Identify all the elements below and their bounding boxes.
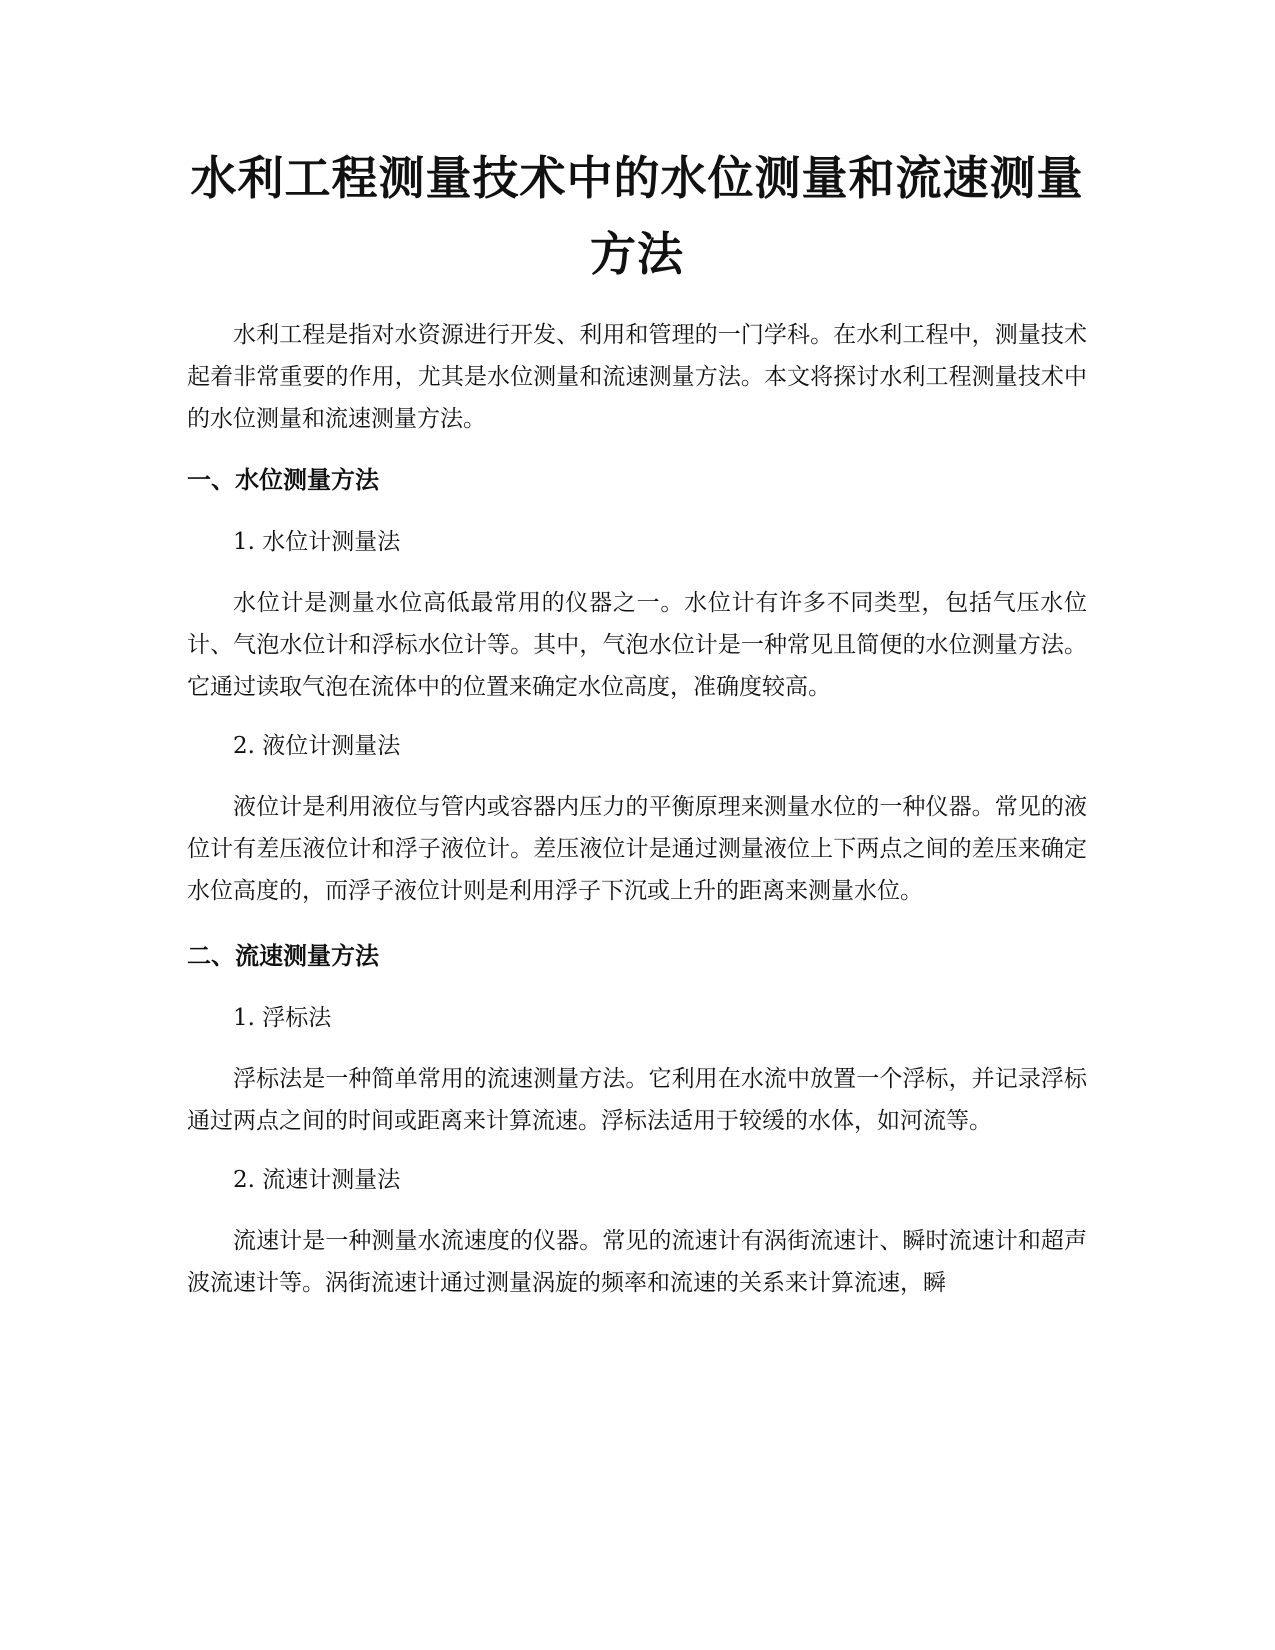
document-page [187,140,1087,1304]
section-heading-water-level: 一、水位测量方法 [187,466,379,494]
subsection-heading-gauge: 1. 水位计测量法 [233,529,401,555]
subsection-heading-flowmeter: 2. 流速计测量法 [233,1167,401,1193]
section-heading-flow-velocity: 二、流速测量方法 [187,942,379,970]
document-title: 水利工程测量技术中的水位测量和流速测量方法 [190,151,1084,281]
subsection-heading-liquid-level: 2. 液位计测量法 [233,733,401,759]
paragraph-liquid-level: 液位计是利用液位与管内或容器内压力的平衡原理来测量水位的一种仪器。常见的液位计有差压液位计和浮子液位计。差压液位计是通过测量液位上下两点之间的差压来确定水位高度的，而浮子液位计则是利用浮子下沉或上升的距离来测量水位。 [187,794,1087,904]
paragraph-flowmeter: 流速计是一种测量水流速度的仪器。常见的流速计有涡街流速计、瞬时流速计和超声波流速计等。涡街流速计通过测量涡旋的频率和流速的关系来计算流速，瞬 [187,1228,1087,1296]
subsection-heading-float: 1. 浮标法 [233,1005,332,1031]
paragraph-float: 浮标法是一种简单常用的流速测量方法。它利用在水流中放置一个浮标，并记录浮标通过两点之间的时间或距离来计算流速。浮标法适用于较缓的水体，如河流等。 [187,1066,1087,1134]
intro-paragraph: 水利工程是指对水资源进行开发、利用和管理的一门学科。在水利工程中，测量技术起着非常重要的作用，尤其是水位测量和流速测量方法。本文将探讨水利工程测量技术中的水位测量和流速测量方法。 [187,322,1087,432]
paragraph-gauge: 水位计是测量水位高低最常用的仪器之一。水位计有许多不同类型，包括气压水位计、气泡水位计和浮标水位计等。其中，气泡水位计是一种常见且简便的水位测量方法。它通过读取气泡在流体中的位置来确定水位高度，准确度较高。 [187,590,1087,700]
